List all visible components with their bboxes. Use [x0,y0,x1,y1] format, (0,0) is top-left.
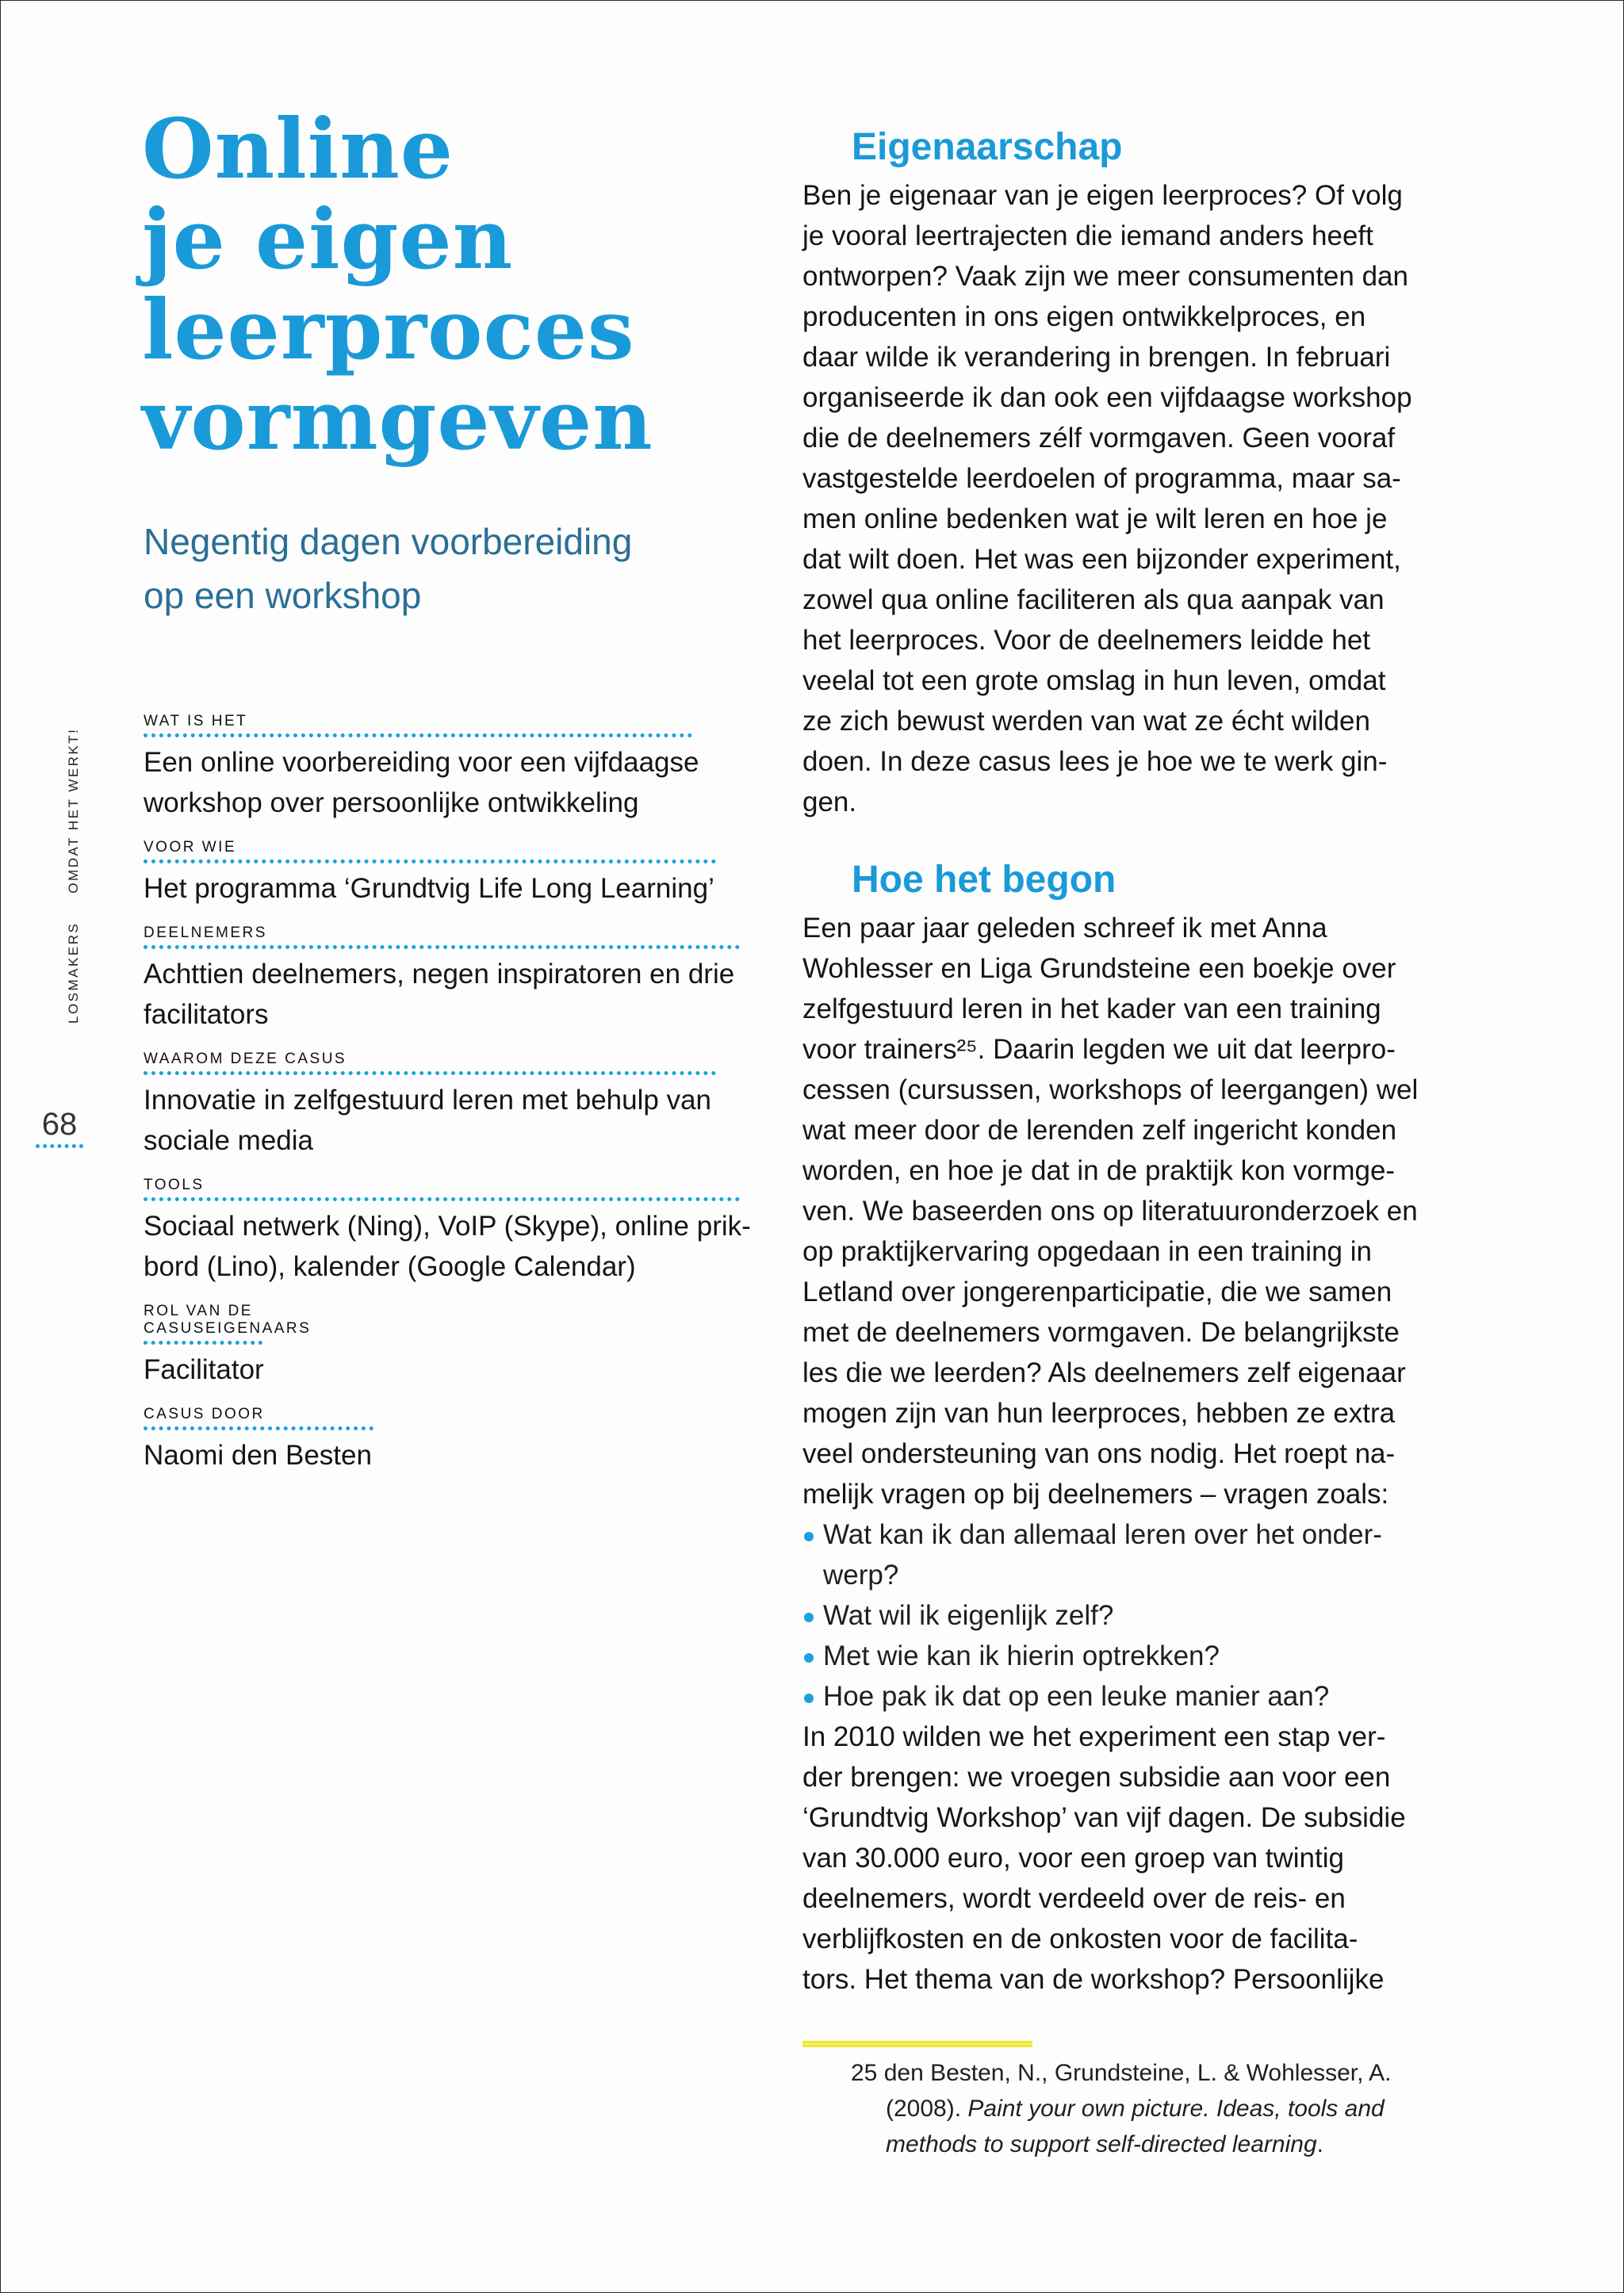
title-line: Online [142,100,454,197]
fact-label: CASUS DOOR [144,1406,373,1430]
fact-line: sociale media [144,1125,313,1156]
running-header [66,728,82,1024]
book-name: LOSMAKERS [66,921,81,1024]
section-paragraph [802,1717,1437,2000]
fact-value [144,1435,762,1476]
text-line: verblijfkosten en de onkosten voor de facilita- [802,1924,1358,1954]
text-line: les die we leerden? Als deelnemers zelf eigenaar [802,1357,1406,1388]
text-line: met de deelnemers vormgaven. De belangrijkste [802,1317,1400,1348]
text-line: mogen zijn van hun leerproces, hebben ze extra [802,1398,1396,1429]
footnote-title: Paint your own picture. Ideas, tools and [967,2096,1385,2122]
text-line: men online bedenken wat je wilt leren en hoe je [802,503,1388,534]
text-line: op praktijkervaring opgedaan in een training in [802,1236,1372,1267]
subtitle-line: op een workshop [144,575,422,616]
fact-line: facilitators [144,999,269,1030]
fact-value [144,742,762,823]
fact-line: workshop over persoonlijke ontwikkeling [144,787,639,818]
footnote-text: . [1316,2131,1323,2157]
footnote-text: (2008). [886,2096,968,2122]
fact-label: DEELNEMERS [144,924,740,949]
text-line: Wohlesser en Liga Grundsteine een boekje over [802,953,1396,984]
text-line: Ben je eigenaar van je eigen leerproces? Of volg [802,180,1403,211]
section-heading: Hoe het begon [852,859,1116,901]
text-line: worden, en hoe je dat in de praktijk kon vormge- [802,1155,1396,1186]
text-line: Letland over jongerenparticipatie, die we samen [802,1277,1392,1307]
section-paragraph [802,908,1437,1514]
fact-line: Naomi den Besten [144,1440,372,1471]
text-line: Met wie kan ik hierin optrekken? [823,1640,1220,1671]
case-facts [144,713,762,1476]
text-line: Hoe pak ik dat op een leuke manier aan? [823,1681,1330,1712]
text-line: die de deelnemers zélf vormgaven. Geen vooraf [802,423,1396,454]
text-line: In 2010 wilden we het experiment een stap ver- [802,1721,1386,1752]
footnote-divider [802,2041,1032,2047]
text-line: melijk vragen op bij deelnemers – vragen zoals: [802,1479,1389,1510]
text-line: organiseerde ik dan ook een vijfdaagse workshop [802,382,1412,413]
fact-line: Innovatie in zelfgestuurd leren met behulp van [144,1085,712,1116]
article-title [142,100,792,469]
fact-line: Facilitator [144,1354,264,1385]
text-line: producenten in ons eigen ontwikkelproces, en [802,301,1366,332]
text-line: gen. [802,787,857,817]
page-number: 68 [36,1107,83,1148]
text-line: daar wilde ik verandering in brengen. In februari [802,342,1391,373]
text-line: werp? [823,1560,899,1591]
text-line: tors. Het thema van de workshop? Persoonlijke [802,1964,1385,1995]
text-line: van 30.000 euro, voor een groep van twintig [802,1843,1344,1874]
fact-value [144,954,762,1035]
fact-line: Sociaal netwerk (Ning), VoIP (Skype), online prik- [144,1211,751,1242]
fact-label: VOOR WIE [144,839,716,863]
text-line: zelfgestuurd leren in het kader van een training [802,993,1381,1024]
text-line: ontworpen? Vaak zijn we meer consumenten dan [802,261,1408,292]
list-item [802,1636,1437,1676]
text-line: wat meer door de lerenden zelf ingericht konden [802,1115,1397,1146]
footnote-line [851,2126,1438,2162]
title-line: vormgeven [142,371,653,469]
text-line: dat wilt doen. Het was een bijzonder experiment, [802,544,1401,575]
footnote [851,2055,1438,2162]
text-line: der brengen: we vroegen subsidie aan voor een [802,1762,1391,1793]
list-item [802,1595,1437,1636]
fact-label: ROL VAN DE CASUSEIGENAARS [144,1303,262,1345]
text-line: cessen (cursussen, workshops of leergangen) wel [802,1074,1419,1105]
text-line: deelnemers, wordt verdeeld over de reis- en [802,1883,1346,1914]
fact-line: Een online voorbereiding voor een vijfdaagse [144,747,699,778]
subtitle-line: Negentig dagen voorbereiding [144,521,633,562]
text-line: vastgestelde leerdoelen of programma, maar sa- [802,463,1401,494]
list-item [802,1514,1437,1595]
fact-line: Achttien deelnemers, negen inspiratoren en drie [144,959,735,990]
text-line: veel ondersteuning van ons nodig. Het roept na- [802,1438,1396,1469]
fact-role [144,1303,762,1390]
fact-value [144,1206,762,1287]
text-line: Wat wil ik eigenlijk zelf? [823,1600,1114,1631]
article-subtitle [144,515,746,622]
fact-label: WAT IS HET [144,713,692,737]
footnote-line: 25 den Besten, N., Grundsteine, L. & Wohlesser, A. [851,2060,1392,2086]
fact-case-by [144,1406,762,1476]
fact-value [144,868,762,909]
text-line: ‘Grundtvig Workshop’ van vijf dagen. De subsidie [802,1802,1406,1833]
section-heading: Eigenaarschap [852,126,1123,168]
text-line: voor trainers²⁵. Daarin legden we uit dat leerpro- [802,1034,1396,1065]
fact-value [144,1349,762,1390]
fact-line: Het programma ‘Grundtvig Life Long Learning’ [144,873,714,904]
text-line: ven. We baseerden ons op literatuuronderzoek en [802,1196,1418,1227]
text-line: Wat kan ik dan allemaal leren over het onder- [823,1519,1382,1550]
fact-for-whom [144,839,762,909]
section-paragraph [802,175,1437,822]
fact-label: TOOLS [144,1177,740,1201]
section-name: OMDAT HET WERKT! [66,727,81,894]
text-line: doen. In deze casus lees je hoe we te werk gin- [802,746,1388,777]
footnote-line [851,2091,1438,2126]
title-line: leerproces [142,281,635,378]
title-line: je eigen [142,190,514,288]
fact-label: WAAROM DEZE CASUS [144,1051,716,1075]
text-line: zowel qua online faciliteren als qua aanpak van [802,584,1385,615]
question-list [802,1514,1437,1717]
fact-participants [144,924,762,1035]
fact-what-is-it [144,713,762,823]
text-line: je vooral leertrajecten die iemand anders heeft [802,220,1373,251]
fact-line: bord (Lino), kalender (Google Calendar) [144,1251,636,1282]
text-line: het leerproces. Voor de deelnemers leidde het [802,625,1371,656]
list-item [802,1676,1437,1717]
fact-tools [144,1177,762,1287]
fact-value [144,1080,762,1161]
footnote-title: methods to support self-directed learning [886,2131,1317,2157]
text-line: ze zich bewust werden van wat ze écht wilden [802,706,1370,737]
fact-why-this-case [144,1051,762,1161]
text-line: veelal tot een grote omslag in hun leven, omdat [802,665,1386,696]
text-line: Een paar jaar geleden schreef ik met Anna [802,913,1327,944]
article-body [802,120,1437,2000]
